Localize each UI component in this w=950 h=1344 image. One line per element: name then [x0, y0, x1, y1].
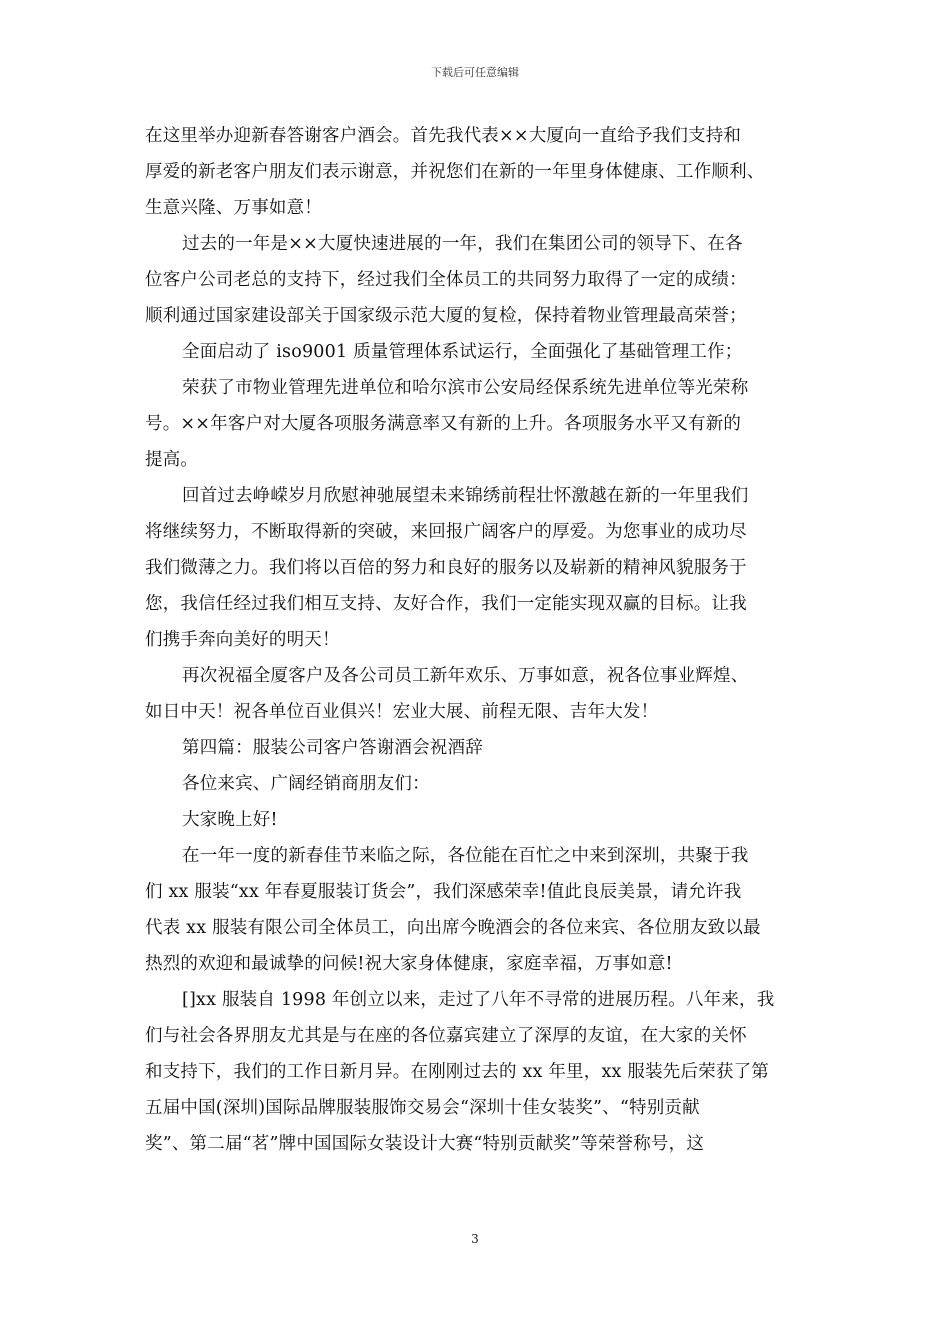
- paragraph-first-line: []xx 服装自 1998 年创立以来，走过了八年不寻常的进展历程。八年来，我: [182, 990, 775, 1010]
- text-line: 将继续努力，不断取得新的突破，来回报广阔客户的厚爱。为您事业的成功尽: [145, 522, 747, 542]
- text-line: 我们微薄之力。我们将以百倍的努力和良好的服务以及崭新的精神风貌服务于: [145, 558, 747, 578]
- paragraph-first-line: 再次祝福全厦客户及各公司员工新年欢乐、万事如意，祝各位事业辉煌、: [182, 666, 749, 686]
- page-header-note: 下载后可任意编辑: [431, 66, 519, 79]
- text-line: 们携手奔向美好的明天！: [145, 630, 340, 650]
- text-line: 位客户公司老总的支持下，经过我们全体员工的共同努力取得了一定的成绩：: [145, 270, 747, 290]
- paragraph-first-line: 在一年一度的新春佳节来临之际，各位能在百忙之中来到深圳，共聚于我: [182, 846, 749, 866]
- text-line: 提高。: [145, 450, 199, 470]
- paragraph-first-line: 荣获了市物业管理先进单位和哈尔滨市公安局经保系统先进单位等光荣称: [182, 378, 749, 398]
- paragraph-first-line: 回首过去峥嵘岁月欣慰神驰展望未来锦绣前程壮怀激越在新的一年里我们: [182, 486, 749, 506]
- text-line: 和支持下，我们的工作日新月异。在刚刚过去的 xx 年里，xx 服装先后荣获了第: [145, 1062, 769, 1082]
- document-body: [145, 118, 810, 1162]
- text-line: 热烈的欢迎和最诚挚的问候!祝大家身体健康，家庭幸福，万事如意!: [145, 954, 673, 974]
- salutation: 各位来宾、广阔经销商朋友们：: [182, 774, 430, 794]
- text-line: 们与社会各界朋友尤其是与在座的各位嘉宾建立了深厚的友谊，在大家的关怀: [145, 1026, 747, 1046]
- paragraph-first-line: 过去的一年是××大厦快速进展的一年，我们在集团公司的领导下、在各: [182, 234, 743, 254]
- text-line: 号。××年客户对大厦各项服务满意率又有新的上升。各项服务水平又有新的: [145, 414, 742, 434]
- text-line: 生意兴隆、万事如意！: [145, 198, 322, 218]
- text-line: 在这里举办迎新春答谢客户酒会。首先我代表××大厦向一直给予我们支持和: [145, 126, 742, 146]
- section-heading: 第四篇：服装公司客户答谢酒会祝酒辞: [182, 738, 483, 758]
- text-line: 们 xx 服装“xx 年春夏服装订货会”，我们深感荣幸!值此良辰美景，请允许我: [145, 882, 742, 902]
- page-number: 3: [471, 1232, 479, 1246]
- text-line: 奖”、第二届“茗”牌中国国际女装设计大赛“特别贡献奖”等荣誉称号，这: [145, 1134, 705, 1154]
- text-line: 五届中国(深圳)国际品牌服装服饰交易会“深圳十佳女装奖”、“特别贡献: [145, 1098, 700, 1118]
- text-line: 您，我信任经过我们相互支持、友好合作，我们一定能实现双赢的目标。让我: [145, 594, 747, 614]
- greeting: 大家晚上好!: [182, 810, 278, 830]
- text-line: 代表 xx 服装有限公司全体员工，向出席今晚酒会的各位来宾、各位朋友致以最: [145, 918, 761, 938]
- paragraph-first-line: 全面启动了 iso9001 质量管理体系试运行，全面强化了基础管理工作；: [182, 342, 743, 362]
- text-line: 厚爱的新老客户朋友们表示谢意，并祝您们在新的一年里身体健康、工作顺利、: [145, 162, 765, 182]
- text-line: 如日中天！祝各单位百业俱兴！宏业大展、前程无限、吉年大发！: [145, 702, 659, 722]
- text-line: 顺利通过国家建设部关于国家级示范大厦的复检，保持着物业管理最高荣誉；: [145, 306, 747, 326]
